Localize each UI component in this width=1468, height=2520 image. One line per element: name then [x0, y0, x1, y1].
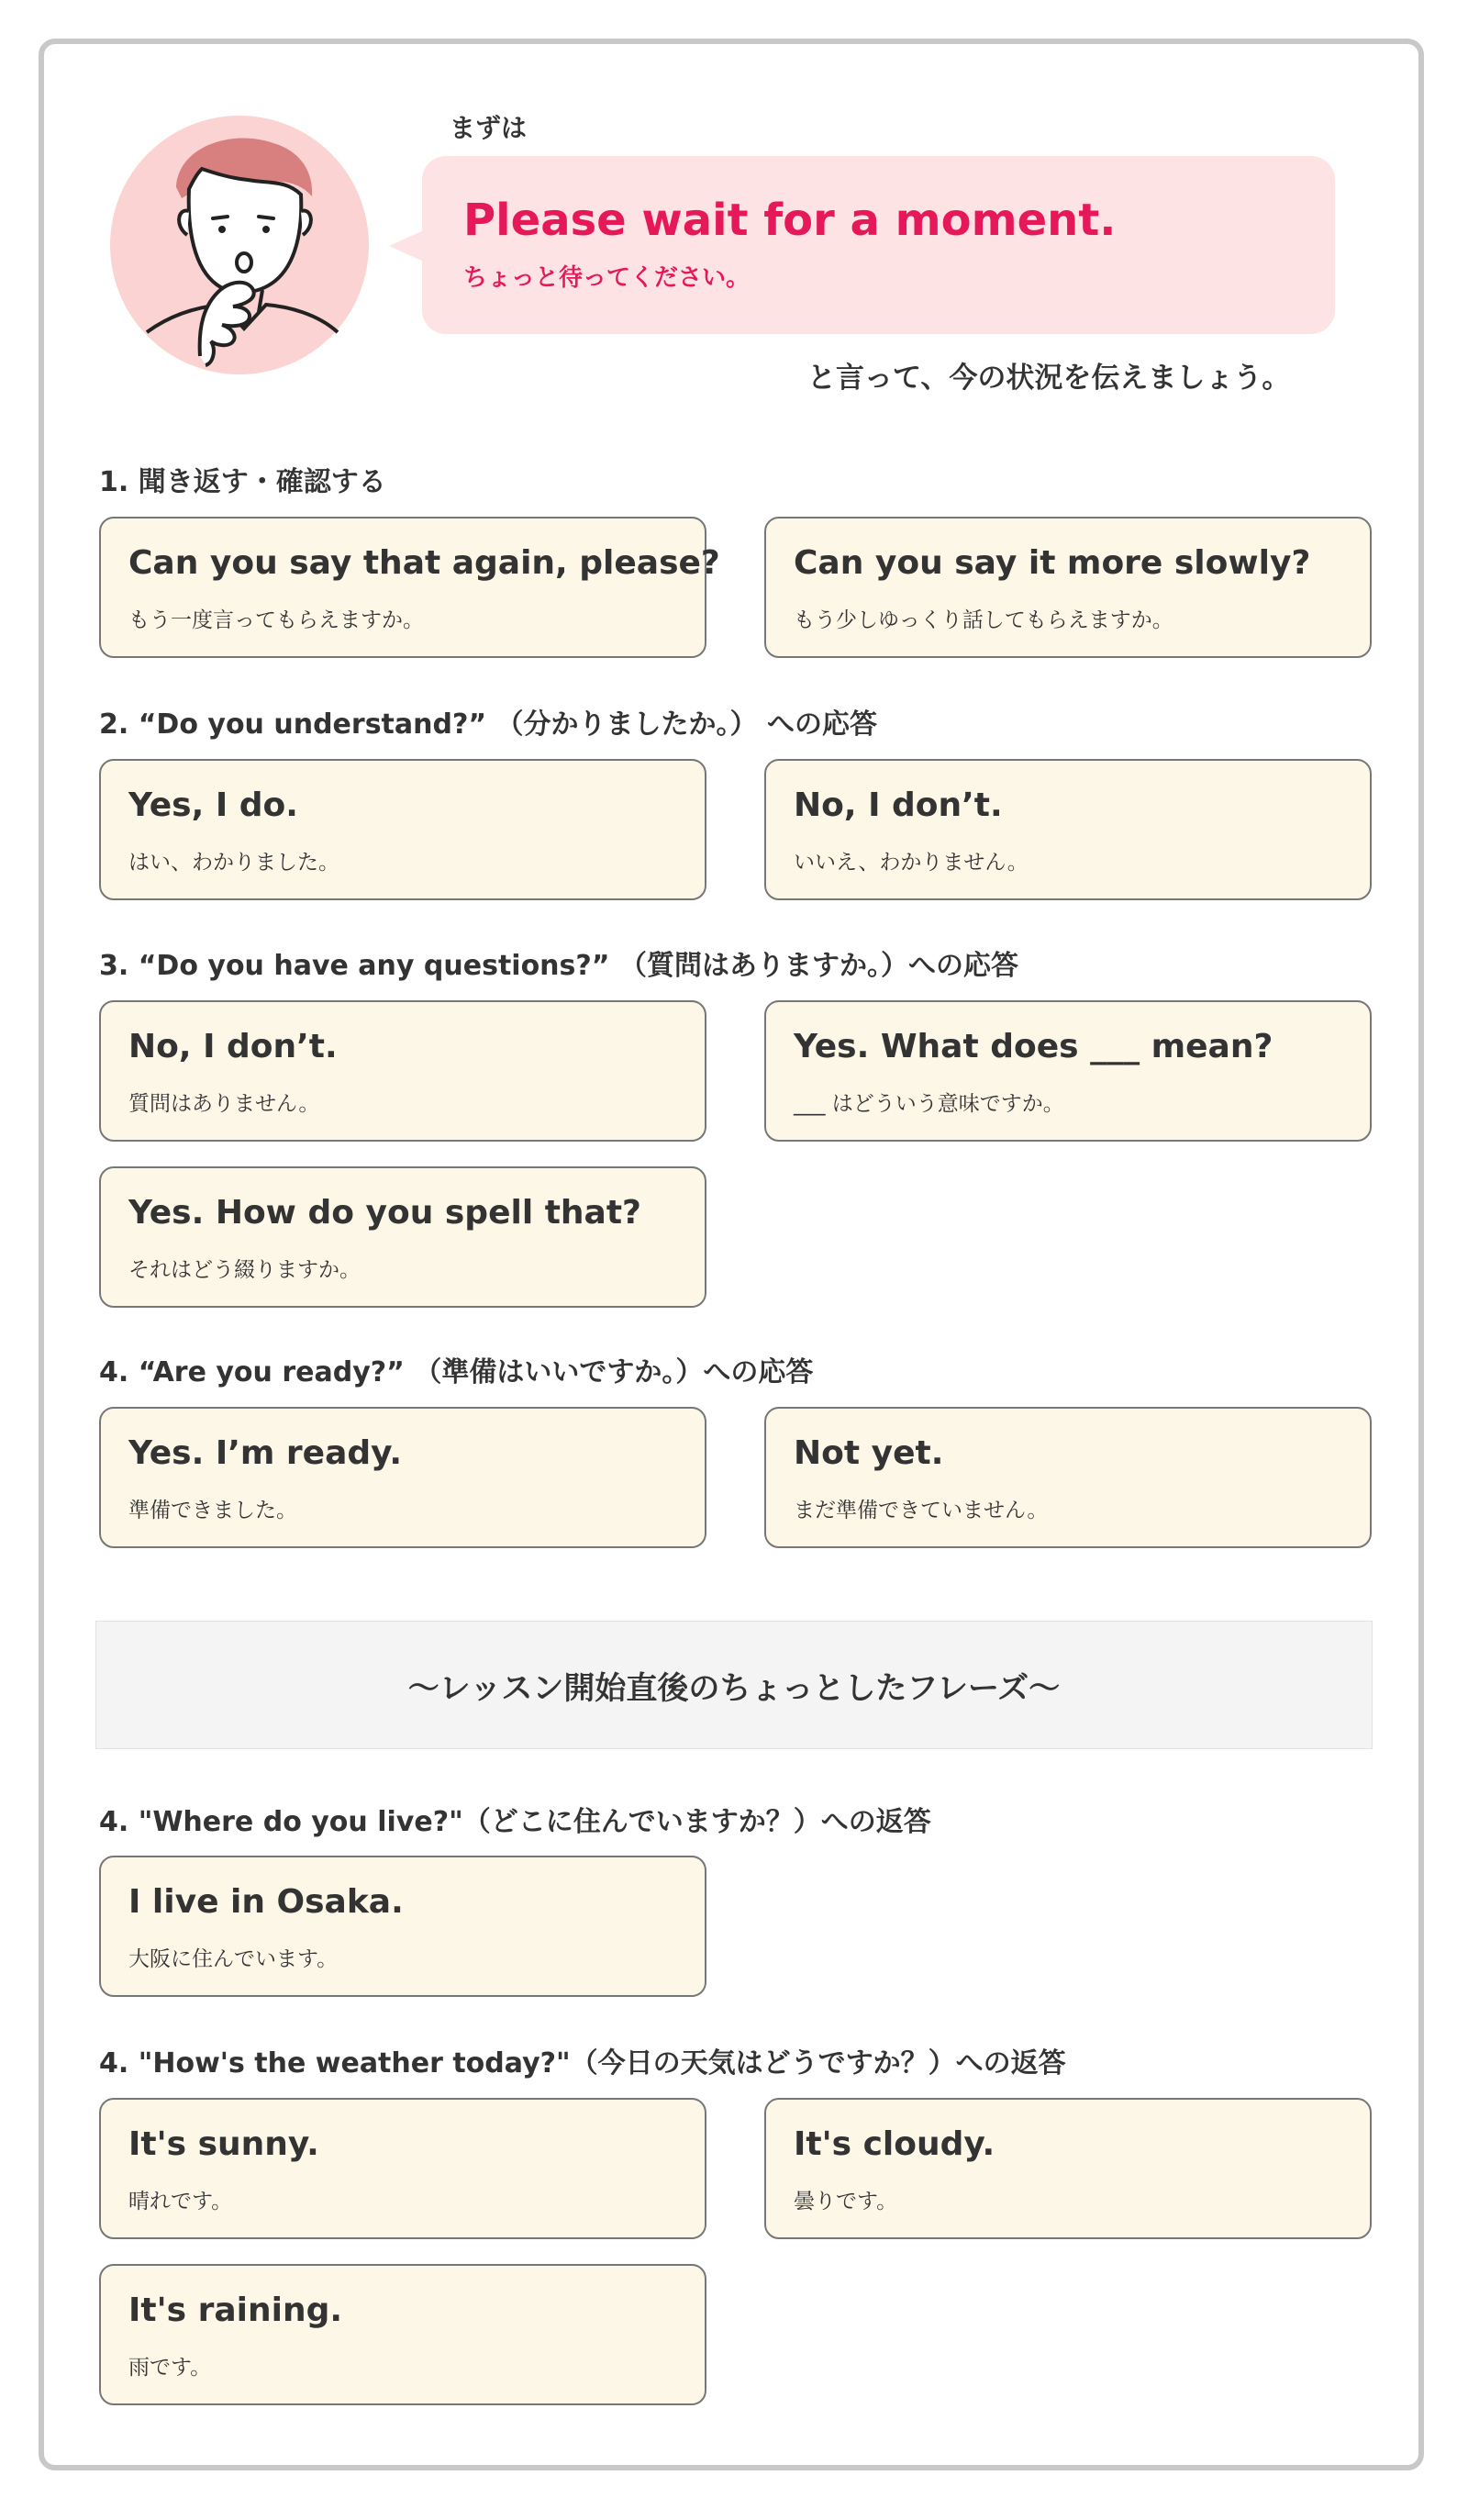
- section-title: 4. "How's the weather today?"（今日の天気はどうですか？）への返答: [99, 2047, 1066, 2080]
- section-title: 2. “Do you understand?” （分かりましたか。） への応答: [99, 708, 877, 741]
- section-title: 1. 聞き返す・確認する: [99, 466, 386, 498]
- phrase-card: [99, 517, 720, 658]
- section-title: 4. "Where do you live?"（どこに住んでいますか？）への返答: [99, 1806, 931, 1838]
- phrase-japanese: 準備できました。: [128, 1499, 297, 1522]
- section-banner-text: 〜レッスン開始直後のちょっとしたフレーズ〜: [407, 1669, 1061, 1707]
- phrase-japanese: 雨です。: [128, 2356, 212, 2380]
- phrase-japanese: まだ準備できていません。: [794, 1499, 1049, 1522]
- phrase-english: Yes. I’m ready.: [128, 1434, 403, 1472]
- phrase-card: [99, 1166, 706, 1308]
- phrase-english: Not yet.: [794, 1434, 944, 1472]
- phrase-card: [99, 1000, 706, 1142]
- intro-instruction: と言って、今の状況を伝えましょう。: [807, 362, 1291, 395]
- phrase-japanese: 曇りです。: [794, 2190, 898, 2213]
- phrase-card: [99, 1856, 706, 1997]
- phrase-card: [764, 1407, 1372, 1548]
- phrase-english: I live in Osaka.: [128, 1883, 404, 1921]
- phrase-card: [764, 1000, 1372, 1142]
- intro-label: まずは: [450, 113, 528, 143]
- speech-bubble-tail: [389, 229, 426, 262]
- phrase-japanese: 晴れです。: [128, 2190, 233, 2213]
- section-title: 4. “Are you ready?” （準備はいいですか。）への応答: [99, 1356, 814, 1388]
- phrase-english: No, I don’t.: [794, 786, 1003, 824]
- phrase-card: [99, 759, 706, 900]
- phrase-japanese: 大阪に住んでいます。: [128, 1947, 339, 1971]
- section-banner: [95, 1621, 1373, 1749]
- phrase-japanese: ___ はどういう意味ですか。: [794, 1092, 1064, 1116]
- speech-bubble-english: Please wait for a moment.: [463, 195, 1117, 246]
- phrase-japanese: もう一度言ってもらえますか。: [128, 608, 424, 632]
- phrase-card: [764, 759, 1372, 900]
- phrase-english: It's sunny.: [128, 2125, 319, 2163]
- phrase-english: Can you say that again, please?: [128, 544, 720, 582]
- phrase-english: Yes. What does ___ mean?: [794, 1028, 1273, 1065]
- phrase-card: [99, 2098, 706, 2239]
- phrase-card: [764, 517, 1372, 658]
- phrase-english: Yes, I do.: [128, 786, 298, 824]
- phrase-english: Yes. How do you spell that?: [128, 1194, 641, 1232]
- phrase-card: [99, 1407, 706, 1548]
- phrase-english: It's cloudy.: [794, 2125, 995, 2163]
- phrase-english: Can you say it more slowly?: [794, 544, 1311, 582]
- phrase-english: It's raining.: [128, 2291, 343, 2329]
- thinking-man-icon: [110, 116, 369, 374]
- phrase-english: No, I don’t.: [128, 1028, 338, 1065]
- phrase-japanese: いいえ、わかりません。: [794, 851, 1029, 875]
- speech-bubble-japanese: ちょっと待ってください。: [463, 264, 751, 292]
- phrase-japanese: 質問はありません。: [128, 1092, 320, 1116]
- phrase-japanese: もう少しゆっくり話してもらえますか。: [794, 608, 1173, 632]
- section-title: 3. “Do you have any questions?” （質問はありますか。）への応答: [99, 950, 1018, 982]
- phrase-card: [99, 2264, 706, 2405]
- phrase-card: [764, 2098, 1372, 2239]
- phrase-japanese: それはどう綴りますか。: [128, 1258, 361, 1282]
- phrase-japanese: はい、わかりました。: [128, 851, 339, 875]
